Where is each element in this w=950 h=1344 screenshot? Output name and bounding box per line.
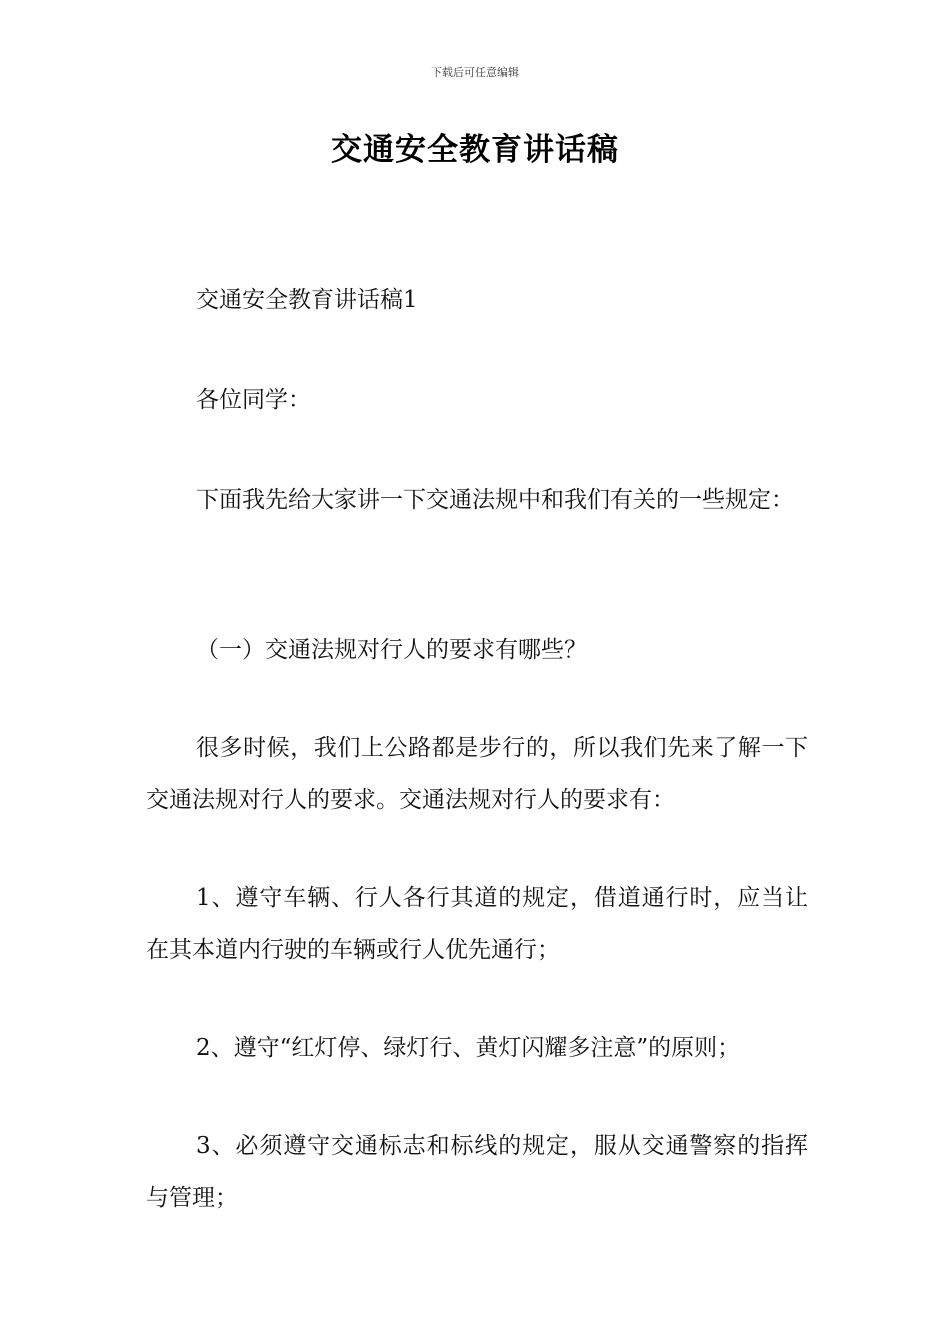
header-note: 下载后可任意编辑 bbox=[431, 66, 519, 79]
paragraph-rule-3: 3、必须遵守交通标志和标线的规定，服从交通警察的指挥与管理； bbox=[146, 1133, 808, 1211]
paragraph-rule-1: 1、遵守车辆、行人各行其道的规定，借道通行时，应当让在其本道内行驶的车辆或行人优先通行； bbox=[146, 885, 808, 963]
paragraph-intro: 下面我先给大家讲一下交通法规中和我们有关的一些规定： bbox=[196, 487, 794, 513]
paragraph-subtitle: 交通安全教育讲话稿1 bbox=[196, 287, 418, 313]
document-title: 交通安全教育讲话稿 bbox=[331, 132, 619, 168]
paragraph-rule-2: 2、遵守“红灯停、绿灯行、黄灯闪耀多注意”的原则； bbox=[196, 1035, 741, 1061]
paragraph-section-heading: （一）交通法规对行人的要求有哪些？ bbox=[196, 637, 587, 663]
paragraph-pedestrian-intro: 很多时候，我们上公路都是步行的，所以我们先来了解一下交通法规对行人的要求。交通法规对行人的要求有： bbox=[146, 735, 808, 813]
paragraph-greeting: 各位同学： bbox=[196, 387, 311, 413]
